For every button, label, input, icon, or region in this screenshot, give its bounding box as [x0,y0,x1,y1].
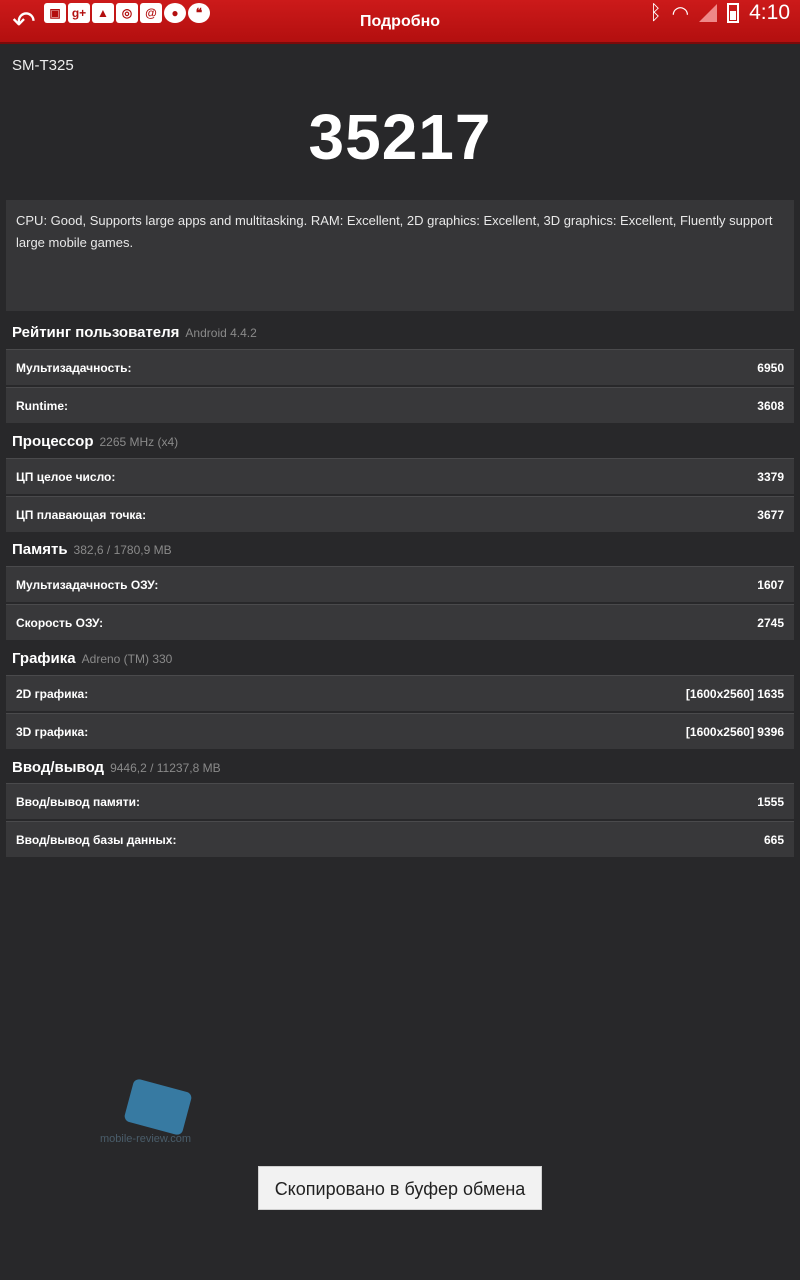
score-row-database-io [6,821,794,857]
instagram-icon: ◎ [116,3,138,23]
row-value: 3379 [757,469,784,484]
google-plus-icon: g+ [68,3,90,23]
image-icon: ▲ [92,3,114,23]
watermark-logo-icon [123,1078,192,1136]
row-value: 665 [763,832,784,847]
row-value: [1600x2560] 9396 [685,724,784,739]
section-title-user-rating [12,324,257,341]
score-row-storage-io [6,783,794,819]
row-value: 1607 [757,577,784,592]
row-label: Runtime: [16,398,68,413]
battery-icon [727,3,739,23]
row-label: Скорость ОЗУ: [16,615,104,630]
summary-box: CPU: Good, Supports large apps and multitasking. RAM: Excellent, 2D graphics: Excellent, 3D graphics: Excellent, Fluently support large mobile games. [6,200,794,311]
section-subtitle: Android 4.4.2 [185,326,257,340]
score-row-ram-multitasking [6,566,794,602]
score-row-2d-graphics [6,675,794,711]
section-subtitle: 2265 MHz (x4) [99,435,179,449]
section-subtitle: Adreno (TM) 330 [81,652,173,666]
gallery-icon: ▣ [44,3,66,23]
section-title-text: Ввод/вывод [12,759,105,776]
row-label: Ввод/вывод памяти: [16,794,141,809]
hangouts-icon: ❝ [188,3,210,23]
watermark-text: mobile-review.com [100,1133,192,1145]
row-value: [1600x2560] 1635 [685,686,784,701]
row-label: ЦП целое число: [16,469,116,484]
section-title-text: Рейтинг пользователя [12,324,180,341]
section-title-memory [12,541,172,558]
back-arrow-icon[interactable]: ↶ [12,6,36,37]
section-title-text: Процессор [12,433,94,450]
section-title-text: Память [12,541,68,558]
score-row-3d-graphics [6,713,794,749]
row-label: Мультизадачность: [16,360,132,375]
section-title-text: Графика [12,650,76,667]
score-row-multitasking [6,349,794,385]
status-icons [650,0,790,26]
bluetooth-icon: ᛒ [649,1,662,24]
score-row-cpu-integer [6,458,794,494]
section-subtitle: 382,6 / 1780,9 MB [73,543,172,557]
row-value: 3608 [757,398,784,413]
row-label: 3D графика: [16,724,89,739]
status-clock: 4:10 [749,1,790,24]
score-row-runtime [6,387,794,423]
row-label: Ввод/вывод базы данных: [16,832,177,847]
total-score: 35217 [308,101,492,173]
row-value: 6950 [757,360,784,375]
row-value: 3677 [757,507,784,522]
toast-message: Скопировано в буфер обмена [258,1166,542,1210]
lock-icon: ● [164,3,186,23]
action-bar [0,0,800,44]
watermark [100,1085,210,1145]
email-icon: @ [140,3,162,23]
device-model: SM-T325 [12,57,74,74]
row-value: 1555 [757,794,784,809]
score-row-ram-speed [6,604,794,640]
screen-title: Подробно [359,13,441,30]
section-subtitle: 9446,2 / 11237,8 MB [110,761,221,775]
wifi-icon: ◠ [671,2,690,25]
row-label: ЦП плавающая точка: [16,507,147,522]
row-label: 2D графика: [16,686,89,701]
row-label: Мультизадачность ОЗУ: [16,577,159,592]
section-title-io [12,759,221,776]
score-row-cpu-float [6,496,794,532]
section-title-cpu [12,433,178,450]
row-value: 2745 [757,615,784,630]
signal-icon [699,4,717,22]
section-title-graphics [12,650,172,667]
